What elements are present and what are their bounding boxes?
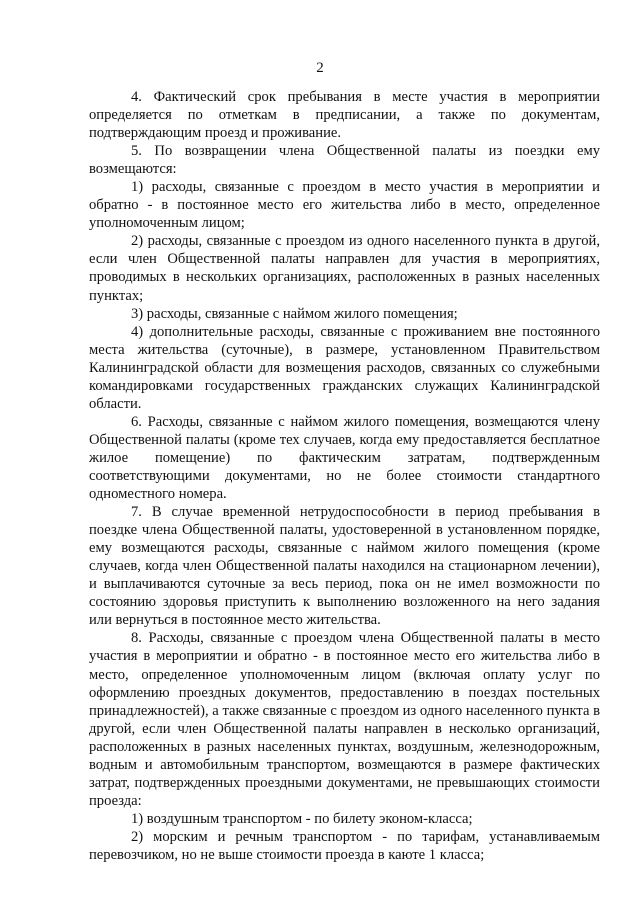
list-item-5-4: 4) дополнительные расходы, связанные с проживанием вне постоянного места жительства (суточные), в размере, установленном Правительством Калининградской области для возмещения расходов, связанных со служебными командировками государственных гражданских служащих Калининградской области. xyxy=(89,323,600,412)
list-item-8-1: 1) воздушным транспортом - по билету эконом-класса; xyxy=(131,810,473,827)
paragraph-8: 8. Расходы, связанные с проездом члена Общественной палаты в место участия в мероприятии и обратно - в постоянное место его жительства либо в место, определенное уполномоченным лицом (включая оплату услуг по оформлению проездных документов, предоставлению в поездах постельных принадлежностей), а также связанные с проездом из одного населенного пункта в другой, если член Общественной палаты направлен в несколько организаций, расположенных в разных населенных пунктах, воздушным, железнодорожным, водным и автомобильным транспортом, возмещаются в размере фактических затрат, подтвержденных проездными документами, не превышающих стоимости проезда: xyxy=(89,630,600,809)
paragraph-6: 6. Расходы, связанные с наймом жилого помещения, возмещаются члену Общественной палаты (кроме тех случаев, когда ему предоставляется бесплатное жилое помещение) по фактическим затратам, подтвержденным соответствующими документами, но не более стоимости стандартного одноместного номера. xyxy=(89,413,600,503)
list-item-5-2: 2) расходы, связанные с проездом из одного населенного пункта в другой, если член Общественной палаты направлен для участия в мероприятиях, проводимых в нескольких организациях, расположенных в разных населенных пунктах; xyxy=(89,233,600,304)
page-number: 2 xyxy=(316,60,324,76)
paragraph-5: 5. По возвращении члена Общественной палаты из поездки ему возмещаются: xyxy=(89,143,600,178)
document-body xyxy=(89,88,600,864)
list-item-5-3: 3) расходы, связанные с наймом жилого помещения; xyxy=(131,305,458,322)
list-item-8-2: 2) морским и речным транспортом - по тарифам, устанавливаемым перевозчиком, но не выше стоимости проезда в каюте 1 класса; xyxy=(89,828,600,863)
paragraph-7: 7. В случае временной нетрудоспособности в период пребывания в поездке члена Общественной палаты, удостоверенной в установленном порядке, ему возмещаются расходы, связанные с наймом жилого помещения (кроме случаев, когда член Общественной палаты находился на стационарном лечении), и выплачиваются суточные за весь период, пока он не имел возможности по состоянию здоровья приступить к выполнению возложенного на него задания или вернуться в постоянное место жительства. xyxy=(89,504,600,629)
paragraph-4: 4. Фактический срок пребывания в месте участия в мероприятии определяется по отметкам в предписании, а также по документам, подтверждающим проезд и проживание. xyxy=(89,89,600,142)
list-item-5-1: 1) расходы, связанные с проездом в место участия в мероприятии и обратно - в постоянное место его жительства либо в место, определенное уполномоченным лицом; xyxy=(89,179,600,232)
